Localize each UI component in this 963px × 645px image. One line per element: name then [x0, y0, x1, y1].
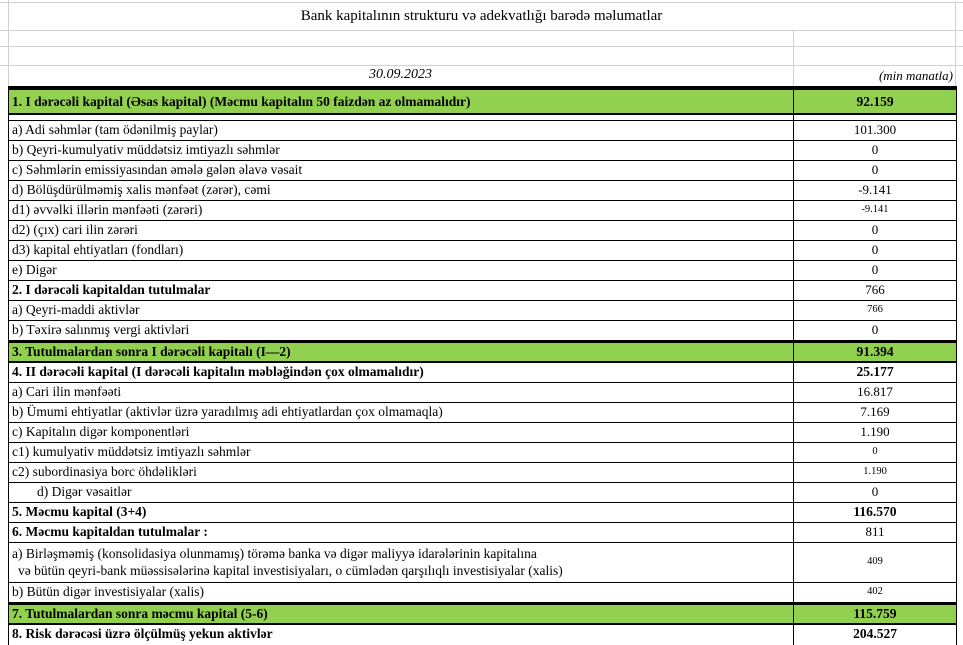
row-value: -9.141 — [861, 204, 889, 215]
row-label: 3. Tutulmalardan sonra I dərəcəli kapitalı (I—2) — [9, 343, 794, 361]
report-date: 30.09.2023 — [369, 67, 432, 82]
row-label: 5. Məcmu kapital (3+4) — [9, 503, 794, 522]
table-row-all-other-investments — [9, 583, 956, 603]
table-row-intangible-assets — [9, 301, 956, 321]
row-label: b) Bütün digər investisiyalar (xalis) — [9, 583, 794, 602]
table-row-current-year-loss — [9, 221, 956, 241]
table-row-general-reserves — [9, 403, 956, 423]
table-row-risk-weighted-assets — [9, 625, 956, 645]
table-row-noncumulative-shares — [9, 141, 956, 161]
table-row-subsidiary-investments — [9, 543, 956, 583]
table-row-tier1-capital — [9, 88, 956, 115]
row-label: b) Təxirə salınmış vergi aktivləri — [9, 321, 794, 340]
row-value: 204.527 — [853, 626, 897, 641]
row-label — [9, 115, 794, 120]
report-title: Bank kapitalının strukturu və adekvatlığı barədə məlumatlar — [300, 7, 663, 24]
table-row-capital-reserves — [9, 241, 956, 261]
row-label-line2: və bütün qeyri-bank müəssisələrinə kapital investisiyaları, o cümlədən qarşılıqlı investisiyalar (xalis) — [18, 563, 563, 578]
table-row-prior-years-profit — [9, 201, 956, 221]
row-label: a) Adi səhmlər (tam ödənilmiş paylar) — [9, 121, 794, 140]
table-row-other-capital-components — [9, 423, 956, 443]
row-label: b) Ümumi ehtiyatlar (aktivlər üzrə yaradılmış adi ehtiyatlardan çox olmamaqla) — [9, 403, 794, 422]
gridline — [0, 46, 963, 47]
capital-structure-table — [8, 86, 957, 645]
row-value: 91.394 — [856, 344, 894, 359]
row-label: c2) subordinasiya borc öhdəlikləri — [9, 463, 794, 482]
row-label: d) Digər vəsaitlər — [9, 483, 794, 502]
row-value: 25.177 — [856, 364, 894, 379]
row-value: 116.570 — [853, 504, 897, 519]
table-row-retained-earnings — [9, 181, 956, 201]
row-value: 16.817 — [857, 384, 893, 399]
table-row-tier1-deductions — [9, 281, 956, 301]
table-row-total-capital — [9, 503, 956, 523]
table-row-tier2-capital — [9, 363, 956, 383]
table-row-deferred-tax-assets — [9, 321, 956, 341]
row-value: 0 — [871, 484, 879, 499]
currency-unit-label: (min manatla) — [878, 68, 953, 83]
row-label: e) Digər — [9, 261, 794, 280]
table-row-total-capital-deductions — [9, 523, 956, 543]
row-label: 2. I dərəcəli kapitaldan tutulmalar — [9, 281, 794, 300]
row-value: 1.190 — [860, 424, 890, 439]
gridline — [955, 2, 956, 86]
row-label: c1) kumulyativ müddətsiz imtiyazlı səhmlər — [9, 443, 794, 462]
row-value: 0 — [871, 162, 879, 177]
row-label — [9, 543, 794, 582]
row-label-line1: a) Birləşməmiş (konsolidasiya olunmamış) törəmə banka və digər maliyyə idarələrinin kapitalına — [12, 546, 537, 561]
table-row-tier1-after-deductions — [9, 341, 956, 363]
table-row-current-year-profit — [9, 383, 956, 403]
row-value: 101.300 — [853, 122, 897, 137]
table-row-other — [9, 261, 956, 281]
table-row-subordinated-debt — [9, 463, 956, 483]
table-row-other-funds — [9, 483, 956, 503]
row-value: 115.759 — [853, 606, 897, 621]
row-value: -9.141 — [858, 182, 892, 197]
row-label: 7. Tutulmalardan sonra məcmu kapital (5-6) — [9, 605, 794, 623]
row-label: 4. II dərəcəli kapital (I dərəcəli kapitalın məbləğindən çox olmamalıdır) — [9, 363, 794, 382]
row-label: d) Bölüşdürülməmiş xalis mənfəət (zərər), cəmi — [9, 181, 794, 200]
row-label: d2) (çıx) cari ilin zərəri — [9, 221, 794, 240]
row-value: 409 — [867, 556, 883, 567]
row-label: a) Qeyri-maddi aktivlər — [9, 301, 794, 320]
row-label: d3) kapital ehtiyatları (fondları) — [9, 241, 794, 260]
row-value: 0 — [871, 322, 879, 337]
row-value: 811 — [865, 524, 885, 539]
row-label: d1) əvvəlki illərin mənfəəti (zərəri) — [9, 201, 794, 220]
gridline — [0, 30, 963, 31]
row-label: a) Cari ilin mənfəəti — [9, 383, 794, 402]
report-header-row — [8, 66, 955, 86]
row-label: c) Kapitalın digər komponentləri — [9, 423, 794, 442]
table-row-ordinary-shares — [9, 121, 956, 141]
row-value: 402 — [867, 586, 883, 597]
row-value — [794, 115, 956, 120]
table-row-cumulative-preferred-shares — [9, 443, 956, 463]
row-label: c) Səhmlərin emissiyasından əmələ gələn əlavə vəsait — [9, 161, 794, 180]
row-value: 1.190 — [863, 466, 887, 477]
row-label: 6. Məcmu kapitaldan tutulmalar : — [9, 523, 794, 542]
row-label: 8. Risk dərəcəsi üzrə ölçülmüş yekun aktivlər — [9, 625, 794, 645]
row-value: 7.169 — [860, 404, 890, 419]
row-value: 0 — [871, 242, 879, 257]
table-row-share-premium — [9, 161, 956, 181]
row-value: 0 — [871, 222, 879, 237]
row-value: 766 — [867, 304, 883, 315]
page-title — [8, 2, 955, 30]
row-value: 92.159 — [856, 94, 894, 109]
row-value: 0 — [871, 262, 879, 277]
row-value: 0 — [872, 446, 878, 457]
row-label: 1. I dərəcəli kapital (Əsas kapital) (Məcmu kapitalın 50 faizdən az olmamalıdır) — [9, 90, 794, 113]
table-row-total-capital-after-deductions — [9, 603, 956, 625]
row-value: 766 — [865, 282, 885, 297]
row-label: b) Qeyri-kumulyativ müddətsiz imtiyazlı səhmlər — [9, 141, 794, 160]
row-value: 0 — [871, 142, 879, 157]
